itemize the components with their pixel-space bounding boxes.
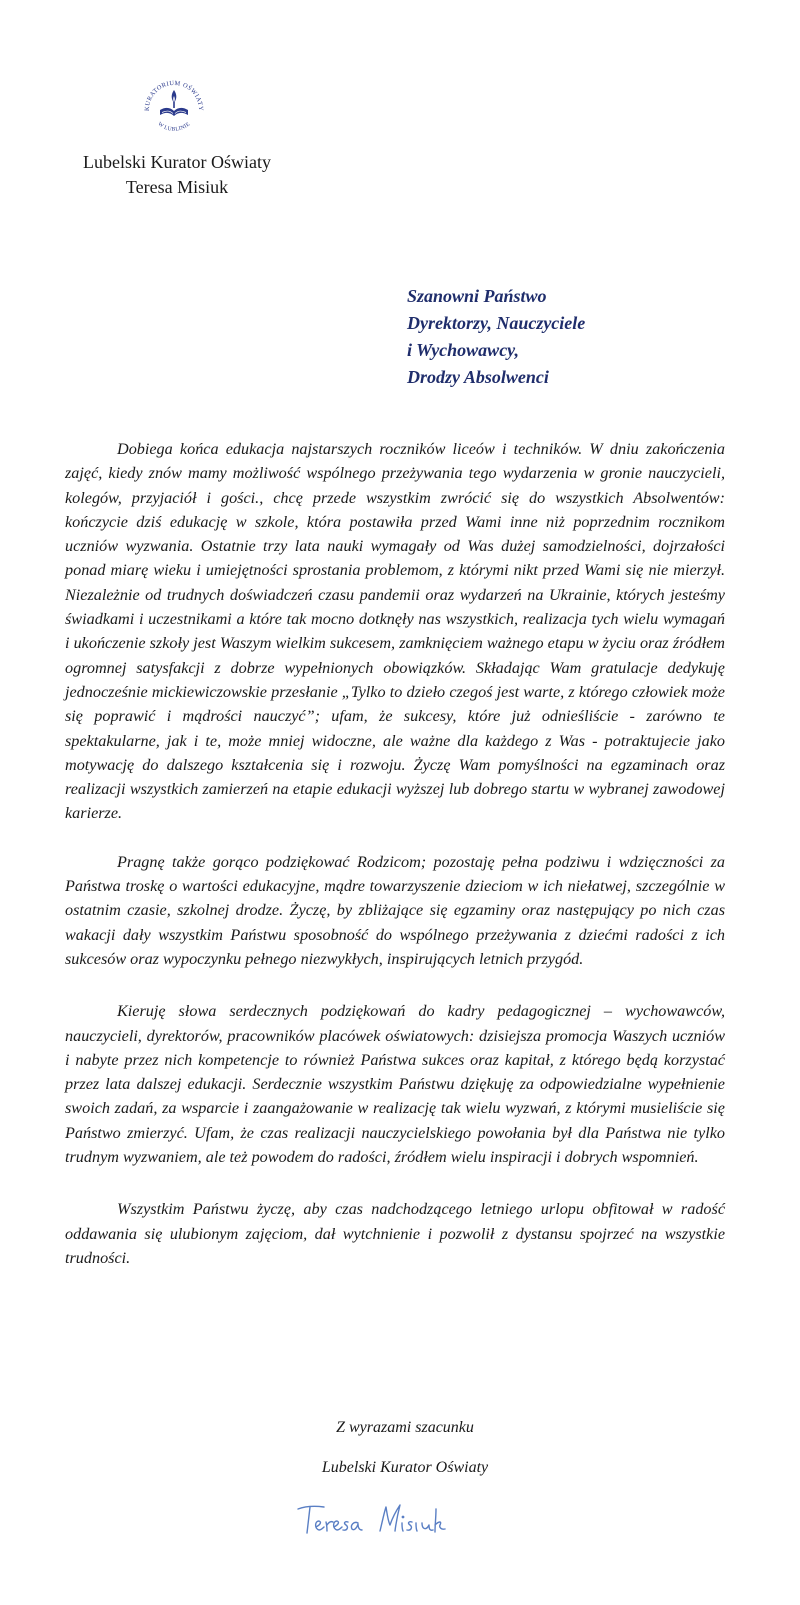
salutation-line-4: Drodzy Absolwenci bbox=[407, 367, 549, 387]
kuratorium-seal-logo bbox=[138, 72, 210, 144]
letter-body bbox=[65, 437, 725, 1294]
body-paragraph-3: Kieruję słowa serdecznych podziękowań do kadry pedagogicznej – wychowawców, nauczycieli, dyrektorów, pracowników placówek oświatowych: dzisiejsza promocja Waszych uczniów i nabyte przez nich kompetencje to również Państwa sukces oraz kapitał, z którego będą korzystać przez lata dalszej edukacji. Serdecznie wszystkim Państwu dziękuję za odpowiedzialne wypełnienie swoich zadań, za wsparcie i zaangażowanie w realizację tak wielu wyzwań, z którymi musieliście się Państwo zmierzyć. Ufam, że czas realizacji nauczycielskiego powołania był dla Państwa nie tylko trudnym wyzwaniem, ale też powodem do radości, źródłem wielu inspiracji i dobrych wspomnień. bbox=[65, 1002, 725, 1167]
salutation-line-1: Szanowni Państwo bbox=[407, 286, 547, 306]
sender-name: Teresa Misiuk bbox=[125, 177, 229, 197]
salutation bbox=[407, 283, 585, 391]
closing-regards: Z wyrazami szacunku bbox=[336, 1419, 474, 1436]
salutation-line-3: i Wychowawcy, bbox=[407, 340, 519, 360]
handwritten-signature bbox=[290, 1495, 470, 1545]
svg-text:KURATORIUM OŚWIATY: KURATORIUM OŚWIATY bbox=[143, 79, 205, 112]
body-paragraph-2: Pragnę także gorąco podziękować Rodzicom; pozostaję pełna podziwu i wdzięczności za Państwa troskę o wartości edukacyjne, mądre towarzyszenie dzieciom w ich niełatwej, szczególnie w ostatnim czasie, szkolnej drodze. Życzę, by zbliżające się egzaminy oraz następujący po nich czas wakacji dały wszystkim Państwu sposobność do wspólnego przeżywania z dziećmi radości z ich sukcesów oraz wypoczynku pełnego niezwykłych, inspirujących letnich przygód. bbox=[65, 852, 725, 968]
closing-block bbox=[280, 1416, 530, 1480]
body-paragraph-1: Dobiega końca edukacja najstarszych roczników liceów i techników. W dniu zakończenia zajęć, kiedy znów mamy możliwość wspólnego przeżywania tego wydarzenia w gronie nauczycieli, kolegów, przyjaciół i gości., chcę przede wszystkim zwrócić się do wszystkich Absolwentów: kończycie dziś edukację w szkole, która postawiła przed Wami inne niż poprzednim rocznikom uczniów wyzwania. Ostatnie trzy lata nauki wymagały od Was dużej samodzielności, dojrzałości ponad miarę wieku i umiejętności sprostania problemom, z którymi nikt przed Wami się nie mierzył. Niezależnie od trudnych doświadczeń czasu pandemii oraz wydarzeń na Ukrainie, których jesteśmy świadkami i uczestnikami a które tak mocno dotknęły nas wszystkich, realizacja tych wielu wymagań i ukończenie szkoły jest Waszym wielkim sukcesem, zamknięciem ważnego etapu w życiu oraz źródłem ogromnej satysfakcji z dobrze wypełnionych obowiązków. Składając Wam gratulacje dedykuję jednocześnie mickiewiczowskie przesłanie „Tylko to dzieło czegoś jest warte, z którego człowiek może się poprawić i mądrości nauczyć”; ufam, że sukcesy, które już odnieśliście - zarówno te spektakularne, jak i te, może mniej widoczne, ale ważne dla każdego z Was - potraktujecie jako motywację do dalszego kształcenia się i rozwoju. Życzę Wam pomyślności na egzaminach oraz realizacji wszystkich zamierzeń na etapie edukacji wyższej lub dobrego startu w wybranej zawodowej karierze. bbox=[65, 440, 725, 823]
sender-header bbox=[42, 150, 312, 200]
body-paragraph-4: Wszystkim Państwu życzę, aby czas nadchodzącego letniego urlopu obfitował w radość oddawania się ulubionym zajęciom, dał wytchnienie i pozwolił z dystansu spojrzeć na wszystkie trudności. bbox=[65, 1200, 725, 1267]
closing-title: Lubelski Kurator Oświaty bbox=[321, 1459, 489, 1476]
seal-book-flame-icon bbox=[138, 72, 210, 144]
svg-text:W LUBLINIE: W LUBLINIE bbox=[156, 121, 192, 133]
sender-office: Lubelski Kurator Oświaty bbox=[83, 152, 271, 172]
signature-scribble-icon bbox=[290, 1495, 470, 1545]
salutation-line-2: Dyrektorzy, Nauczyciele bbox=[407, 313, 586, 333]
